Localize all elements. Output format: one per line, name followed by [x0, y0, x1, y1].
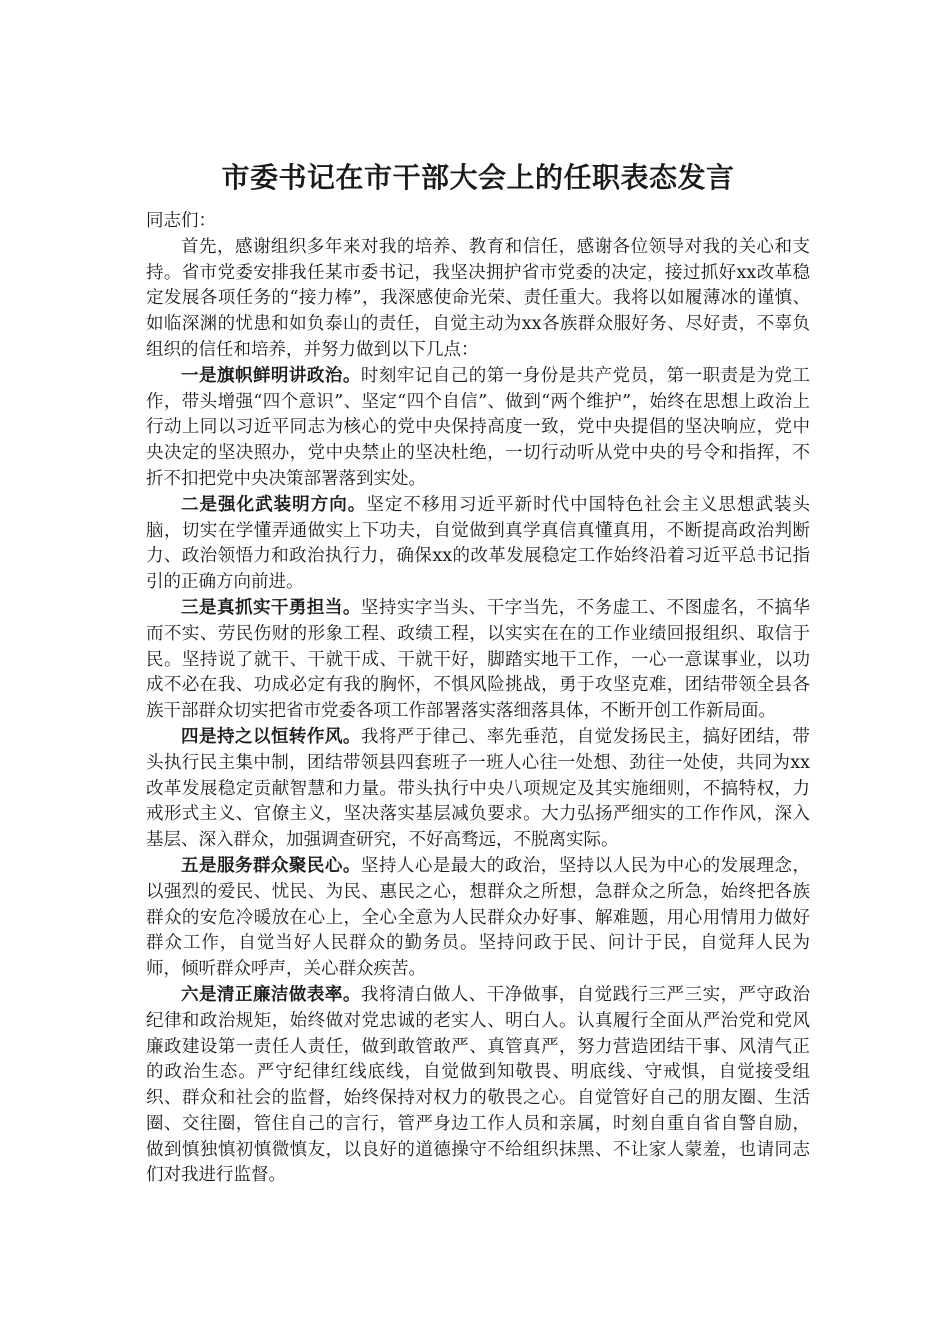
point-body-2: 坚定不移用习近平新时代中国特色社会主义思想武装头脑，切实在学懂弄通做实上下功夫，自觉做到真学真信真懂真用，不断提高政治判断力、政治领悟力和政治执行力，确保xx的改革发展稳定工作始终沿着习近平总书记指引的正确方向前进。: [146, 494, 811, 593]
point-heading-1: 一是旗帜鲜明讲政治。: [181, 365, 361, 386]
point-paragraph-6: [146, 983, 810, 1189]
point-body-5: 坚持人心是最大的政治，坚持以人民为中心的发展理念，以强烈的爱民、忧民、为民、惠民之心，想群众之所想，急群众之所急，始终把各族群众的安危冷暖放在心上，全心全意为人民群众办好事、解难题，用心用情用力做好群众工作，自觉当好人民群众的勤务员。坚持问政于民、问计于民，自觉拜人民为师，倾听群众呼声，关心群众疾苦。: [146, 855, 811, 980]
document-page: [146, 155, 810, 1189]
point-paragraph-1: [146, 364, 810, 493]
point-paragraph-4: [146, 725, 810, 854]
point-paragraph-3: [146, 596, 810, 725]
point-body-3: 坚持实字当头、干字当先，不务虚工、不图虚名，不搞华而不实、劳民伤财的形象工程、政绩工程，以实实在在的工作业绩回报组织、取信于民。坚持说了就干、干就干成、干就干好，脚踏实地干工作，一心一意谋事业，以功成不必在我、功成必定有我的胸怀，不惧风险挑战，勇于攻坚克难，团结带领全县各族干部群众切实把省市党委各项工作部署落实落细落具体，不断开创工作新局面。: [146, 597, 811, 722]
point-heading-5: 五是服务群众聚民心。: [181, 855, 361, 876]
point-body-1: 时刻牢记自己的第一身份是共产党员，第一职责是为党工作，带头增强“四个意识”、坚定“四个自信”、做到“两个维护”，始终在思想上政治上行动上同以习近平同志为核心的党中央保持高度一致，党中央提倡的坚决响应，党中央决定的坚决照办，党中央禁止的坚决杜绝，一切行动听从党中央的号令和指挥，不折不扣把党中央决策部署落到实处。: [146, 365, 811, 489]
point-heading-3: 三是真抓实干勇担当。: [181, 597, 361, 618]
point-body-4: 我将严于律己、率先垂范，自觉发扬民主，搞好团结，带头执行民主集中制，团结带领县四套班子一班人心往一处想、劲往一处使，共同为xx改革发展稳定贡献智慧和力量。带头执行中央八项规定及其实施细则，不搞特权，力戒形式主义、官僚主义，坚决落实基层减负要求。大力弘扬严细实的工作作风，深入基层、深入群众，加强调查研究，不好高骛远，不脱离实际。: [146, 726, 811, 851]
point-heading-2: 二是强化武装明方向。: [181, 494, 367, 515]
point-paragraph-2: [146, 493, 810, 596]
point-heading-6: 六是清正廉洁做表率。: [181, 984, 361, 1005]
point-body-6: 我将清白做人、干净做事，自觉践行三严三实，严守政治纪律和政治规矩，始终做对党忠诚的老实人、明白人。认真履行全面从严治党和党风廉政建设第一责任人责任，做到敢管敢严、真管真严，努力营造团结干事、风清气正的政治生态。严守纪律红线底线，自觉做到知敬畏、明底线、守戒惧，自觉接受组织、群众和社会的监督，始终保持对权力的敬畏之心。自觉管好自己的朋友圈、生活圈、交往圈，管住自己的言行，管严身边工作人员和亲属，时刻自重自省自警自励，做到慎独慎初慎微慎友，以良好的道德操守不给组织抹黑、不让家人蒙羞，也请同志们对我进行监督。: [146, 984, 811, 1186]
point-paragraph-5: [146, 854, 810, 983]
salutation: 同志们：: [146, 211, 216, 231]
intro-paragraph: 首先，感谢组织多年来对我的培养、教育和信任，感谢各位领导对我的关心和支持。省市党委安排我任某市委书记，我坚决拥护省市党委的决定，接过抓好xx改革稳定发展各项任务的“接力棒”，我深感使命光荣、责任重大。我将以如履薄冰的谨慎、如临深渊的忧患和如负泰山的责任，自觉主动为xx各族群众服好务、尽好责，不辜负组织的信任和培养，并努力做到以下几点：: [146, 236, 810, 360]
document-title: 市委书记在市干部大会上的任职表态发言: [221, 161, 735, 194]
point-heading-4: 四是持之以恒转作风。: [181, 726, 361, 747]
